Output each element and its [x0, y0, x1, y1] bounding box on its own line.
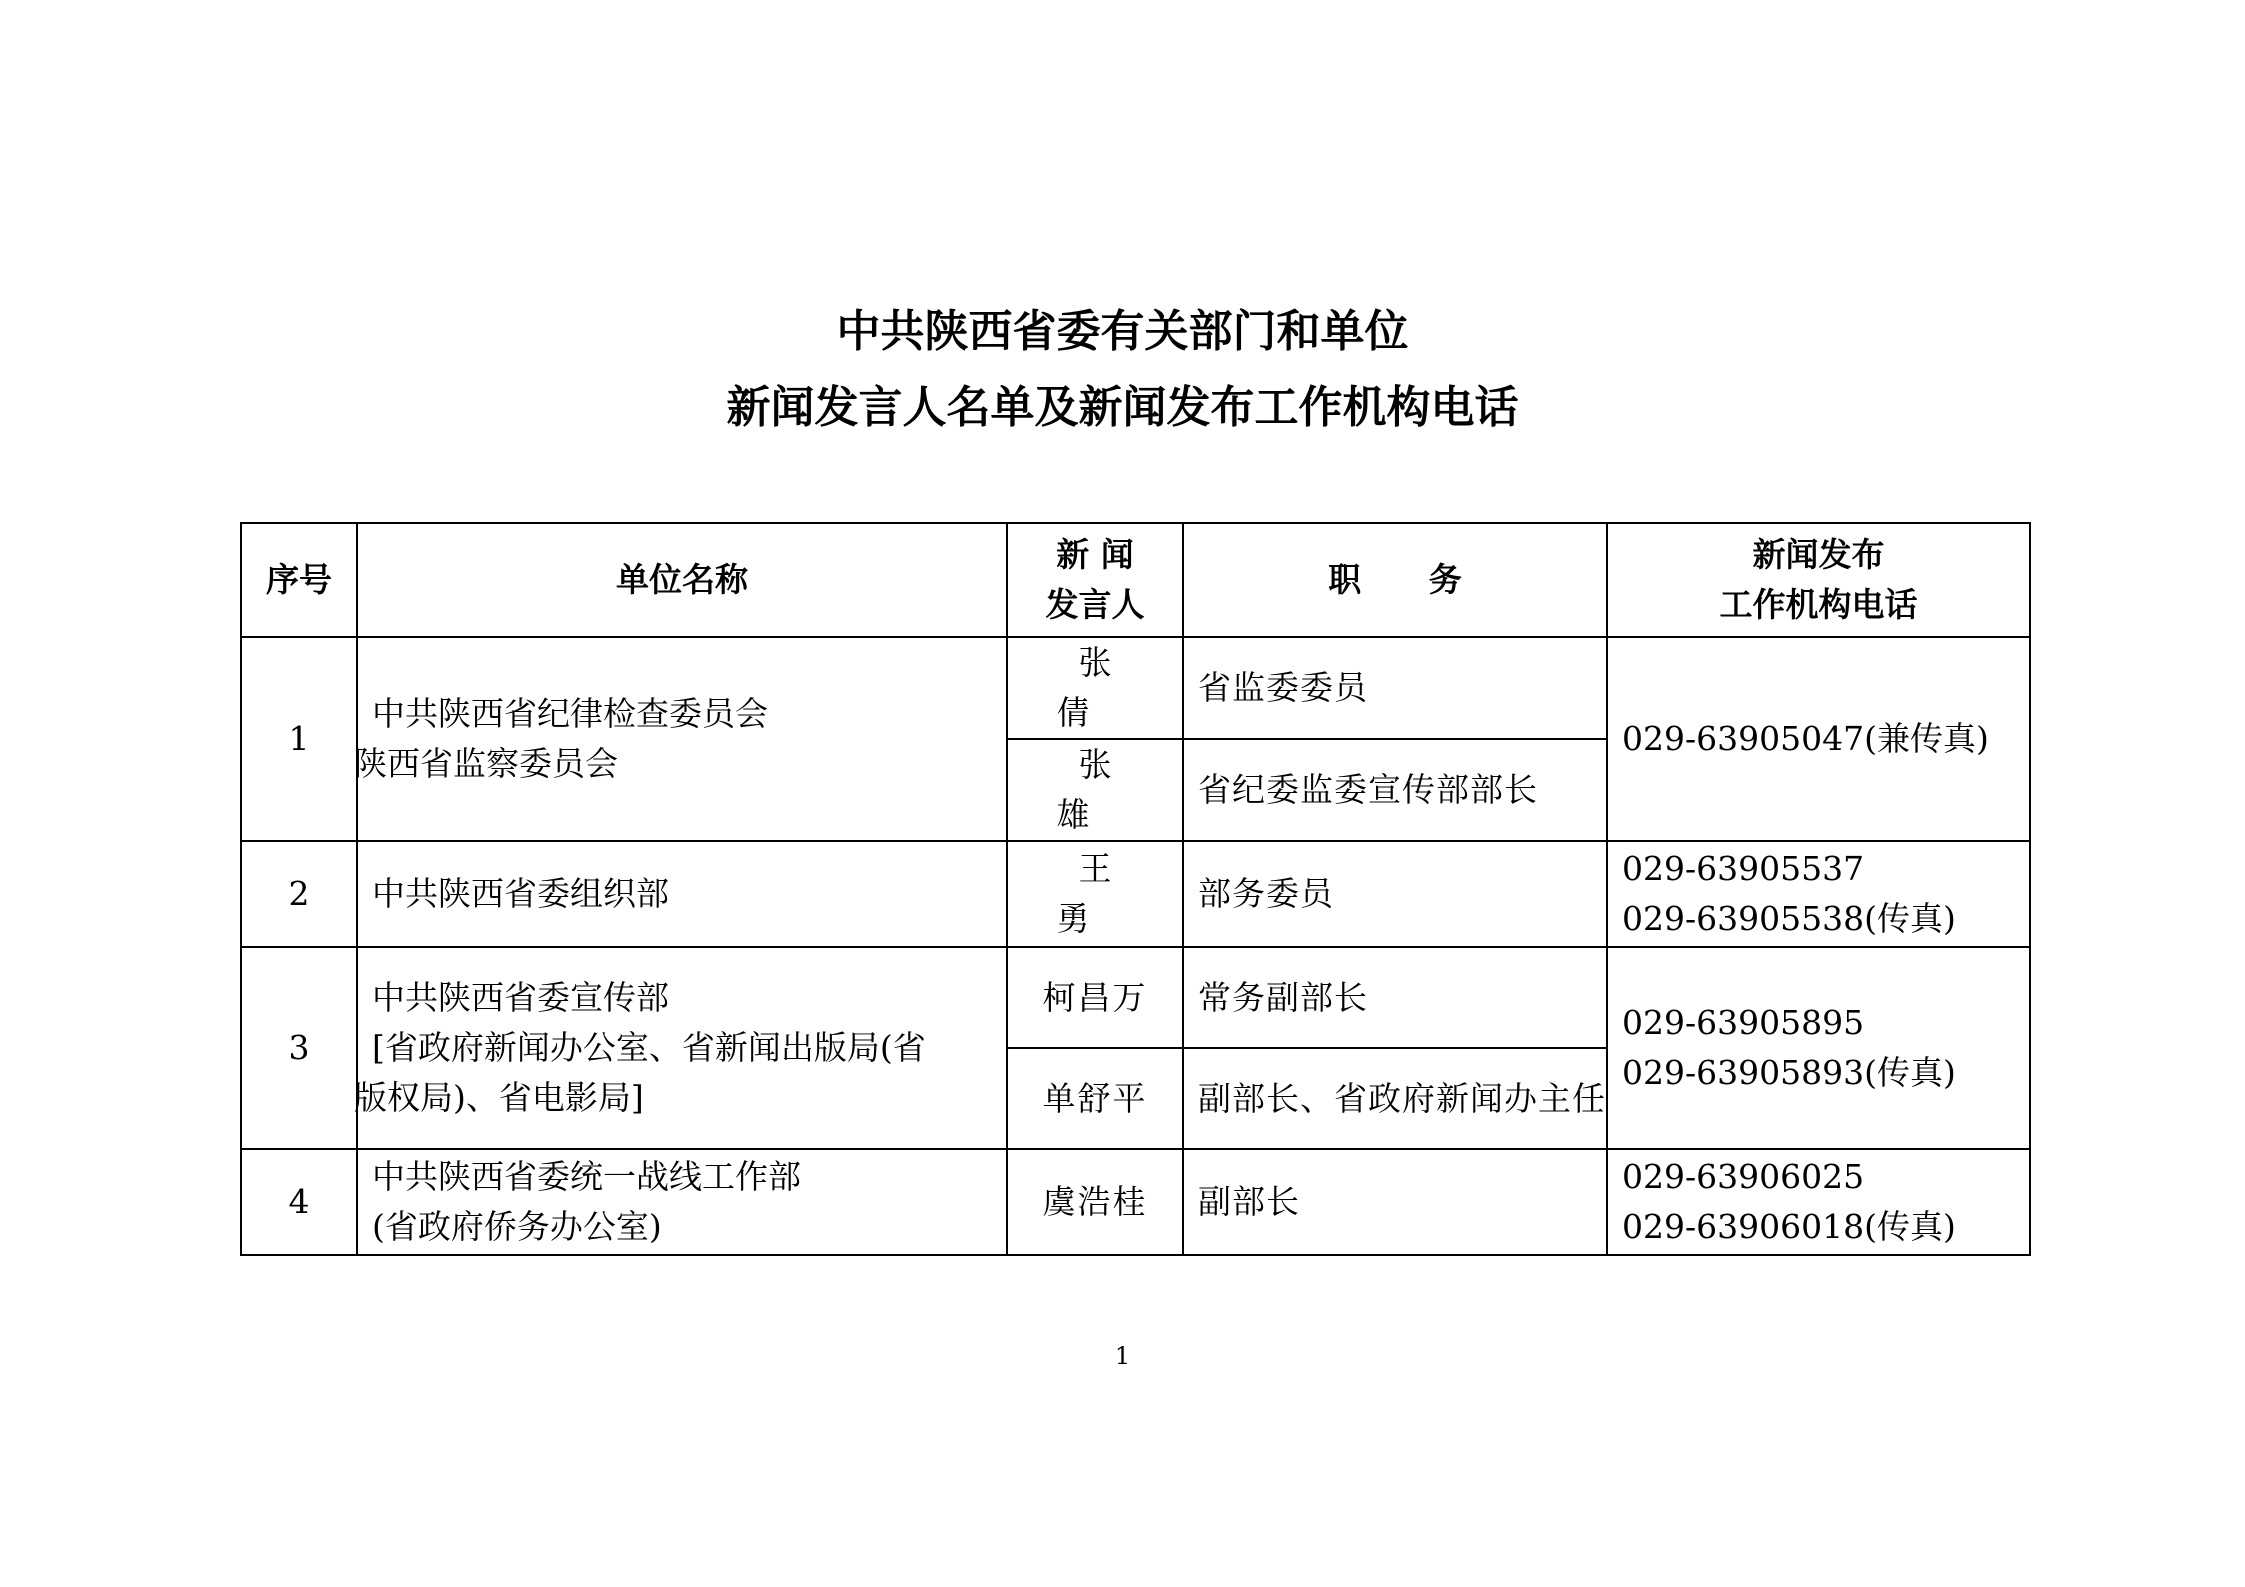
spokesperson-position: 部务委员	[1183, 841, 1607, 947]
row-index: 1	[241, 637, 357, 841]
spokesperson-name	[1007, 841, 1183, 947]
header-spokesperson-line-2: 发言人	[1045, 585, 1145, 624]
spokesperson-name	[1007, 739, 1183, 841]
spokesperson-position: 副部长	[1183, 1149, 1607, 1255]
phone-line: 029-63905047(兼传真)	[1622, 719, 1989, 758]
header-phone-line-2: 工作机构电话	[1719, 585, 1918, 624]
spokesperson-position: 省纪委监委宣传部部长	[1183, 739, 1607, 841]
header-position-label: 职 务	[1328, 560, 1490, 599]
phone-line: 029-63905895	[1622, 1003, 1865, 1042]
unit-line: 中共陕西省委组织部	[372, 874, 669, 913]
row-index: 4	[241, 1149, 357, 1255]
row-phone	[1607, 841, 2030, 947]
spokesperson-name-text: 张 倩	[1056, 643, 1156, 732]
spokesperson-position: 省监委委员	[1183, 637, 1607, 739]
title-line-1: 中共陕西省委有关部门和单位	[836, 306, 1409, 357]
spokesperson-name: 虞浩桂	[1007, 1149, 1183, 1255]
unit-line: 中共陕西省委宣传部	[372, 978, 669, 1017]
spokesperson-name	[1007, 637, 1183, 739]
header-unit: 单位名称	[357, 523, 1007, 637]
header-position	[1183, 523, 1607, 637]
row-index: 3	[241, 947, 357, 1149]
spokesperson-name-text: 王 勇	[1056, 849, 1156, 938]
spokesperson-position: 副部长、省政府新闻办主任	[1183, 1048, 1607, 1149]
header-index: 序号	[241, 523, 357, 637]
phone-line: 029-63906025	[1622, 1157, 1865, 1196]
unit-line: 陕西省监察委员会	[354, 744, 618, 783]
page-number: 1	[1114, 1342, 1131, 1370]
header-row	[241, 523, 2030, 637]
row-unit	[354, 637, 1007, 841]
row-phone	[1607, 1149, 2030, 1255]
table-row	[241, 841, 2030, 947]
spokesperson-name: 柯昌万	[1007, 947, 1183, 1048]
unit-line: 中共陕西省纪律检查委员会	[372, 694, 768, 733]
phone-line: 029-63905537	[1622, 849, 1865, 888]
title-line-2: 新闻发言人名单及新闻发布工作机构电话	[726, 382, 1519, 433]
header-phone-line-1: 新闻发布	[1752, 535, 1885, 574]
row-index: 2	[241, 841, 357, 947]
table-row	[241, 637, 2030, 739]
spokesperson-name: 单舒平	[1007, 1048, 1183, 1149]
row-phone	[1607, 637, 2030, 841]
header-spokesperson-line-1: 新 闻	[1056, 535, 1134, 574]
header-phone	[1607, 523, 2030, 637]
spokesperson-name-text: 张 雄	[1056, 745, 1156, 834]
unit-line: 中共陕西省委统一战线工作部	[372, 1157, 801, 1196]
unit-line: 版权局)、省电影局]	[354, 1078, 644, 1117]
spokesperson-position: 常务副部长	[1183, 947, 1607, 1048]
row-unit	[354, 947, 1007, 1149]
phone-line: 029-63905893(传真)	[1622, 1053, 1956, 1092]
spokesperson-table	[240, 522, 2031, 1256]
row-unit	[357, 841, 1007, 947]
phone-line: 029-63906018(传真)	[1622, 1207, 1956, 1246]
table-row	[241, 1149, 2030, 1255]
header-spokesperson	[1007, 523, 1183, 637]
row-unit	[357, 1149, 1007, 1255]
unit-line: (省政府侨务办公室)	[372, 1207, 662, 1246]
document-title	[0, 294, 2245, 446]
unit-line: [省政府新闻办公室、省新闻出版局(省	[372, 1028, 926, 1067]
phone-line: 029-63905538(传真)	[1622, 899, 1956, 938]
row-phone	[1607, 947, 2030, 1149]
table-row	[241, 947, 2030, 1048]
